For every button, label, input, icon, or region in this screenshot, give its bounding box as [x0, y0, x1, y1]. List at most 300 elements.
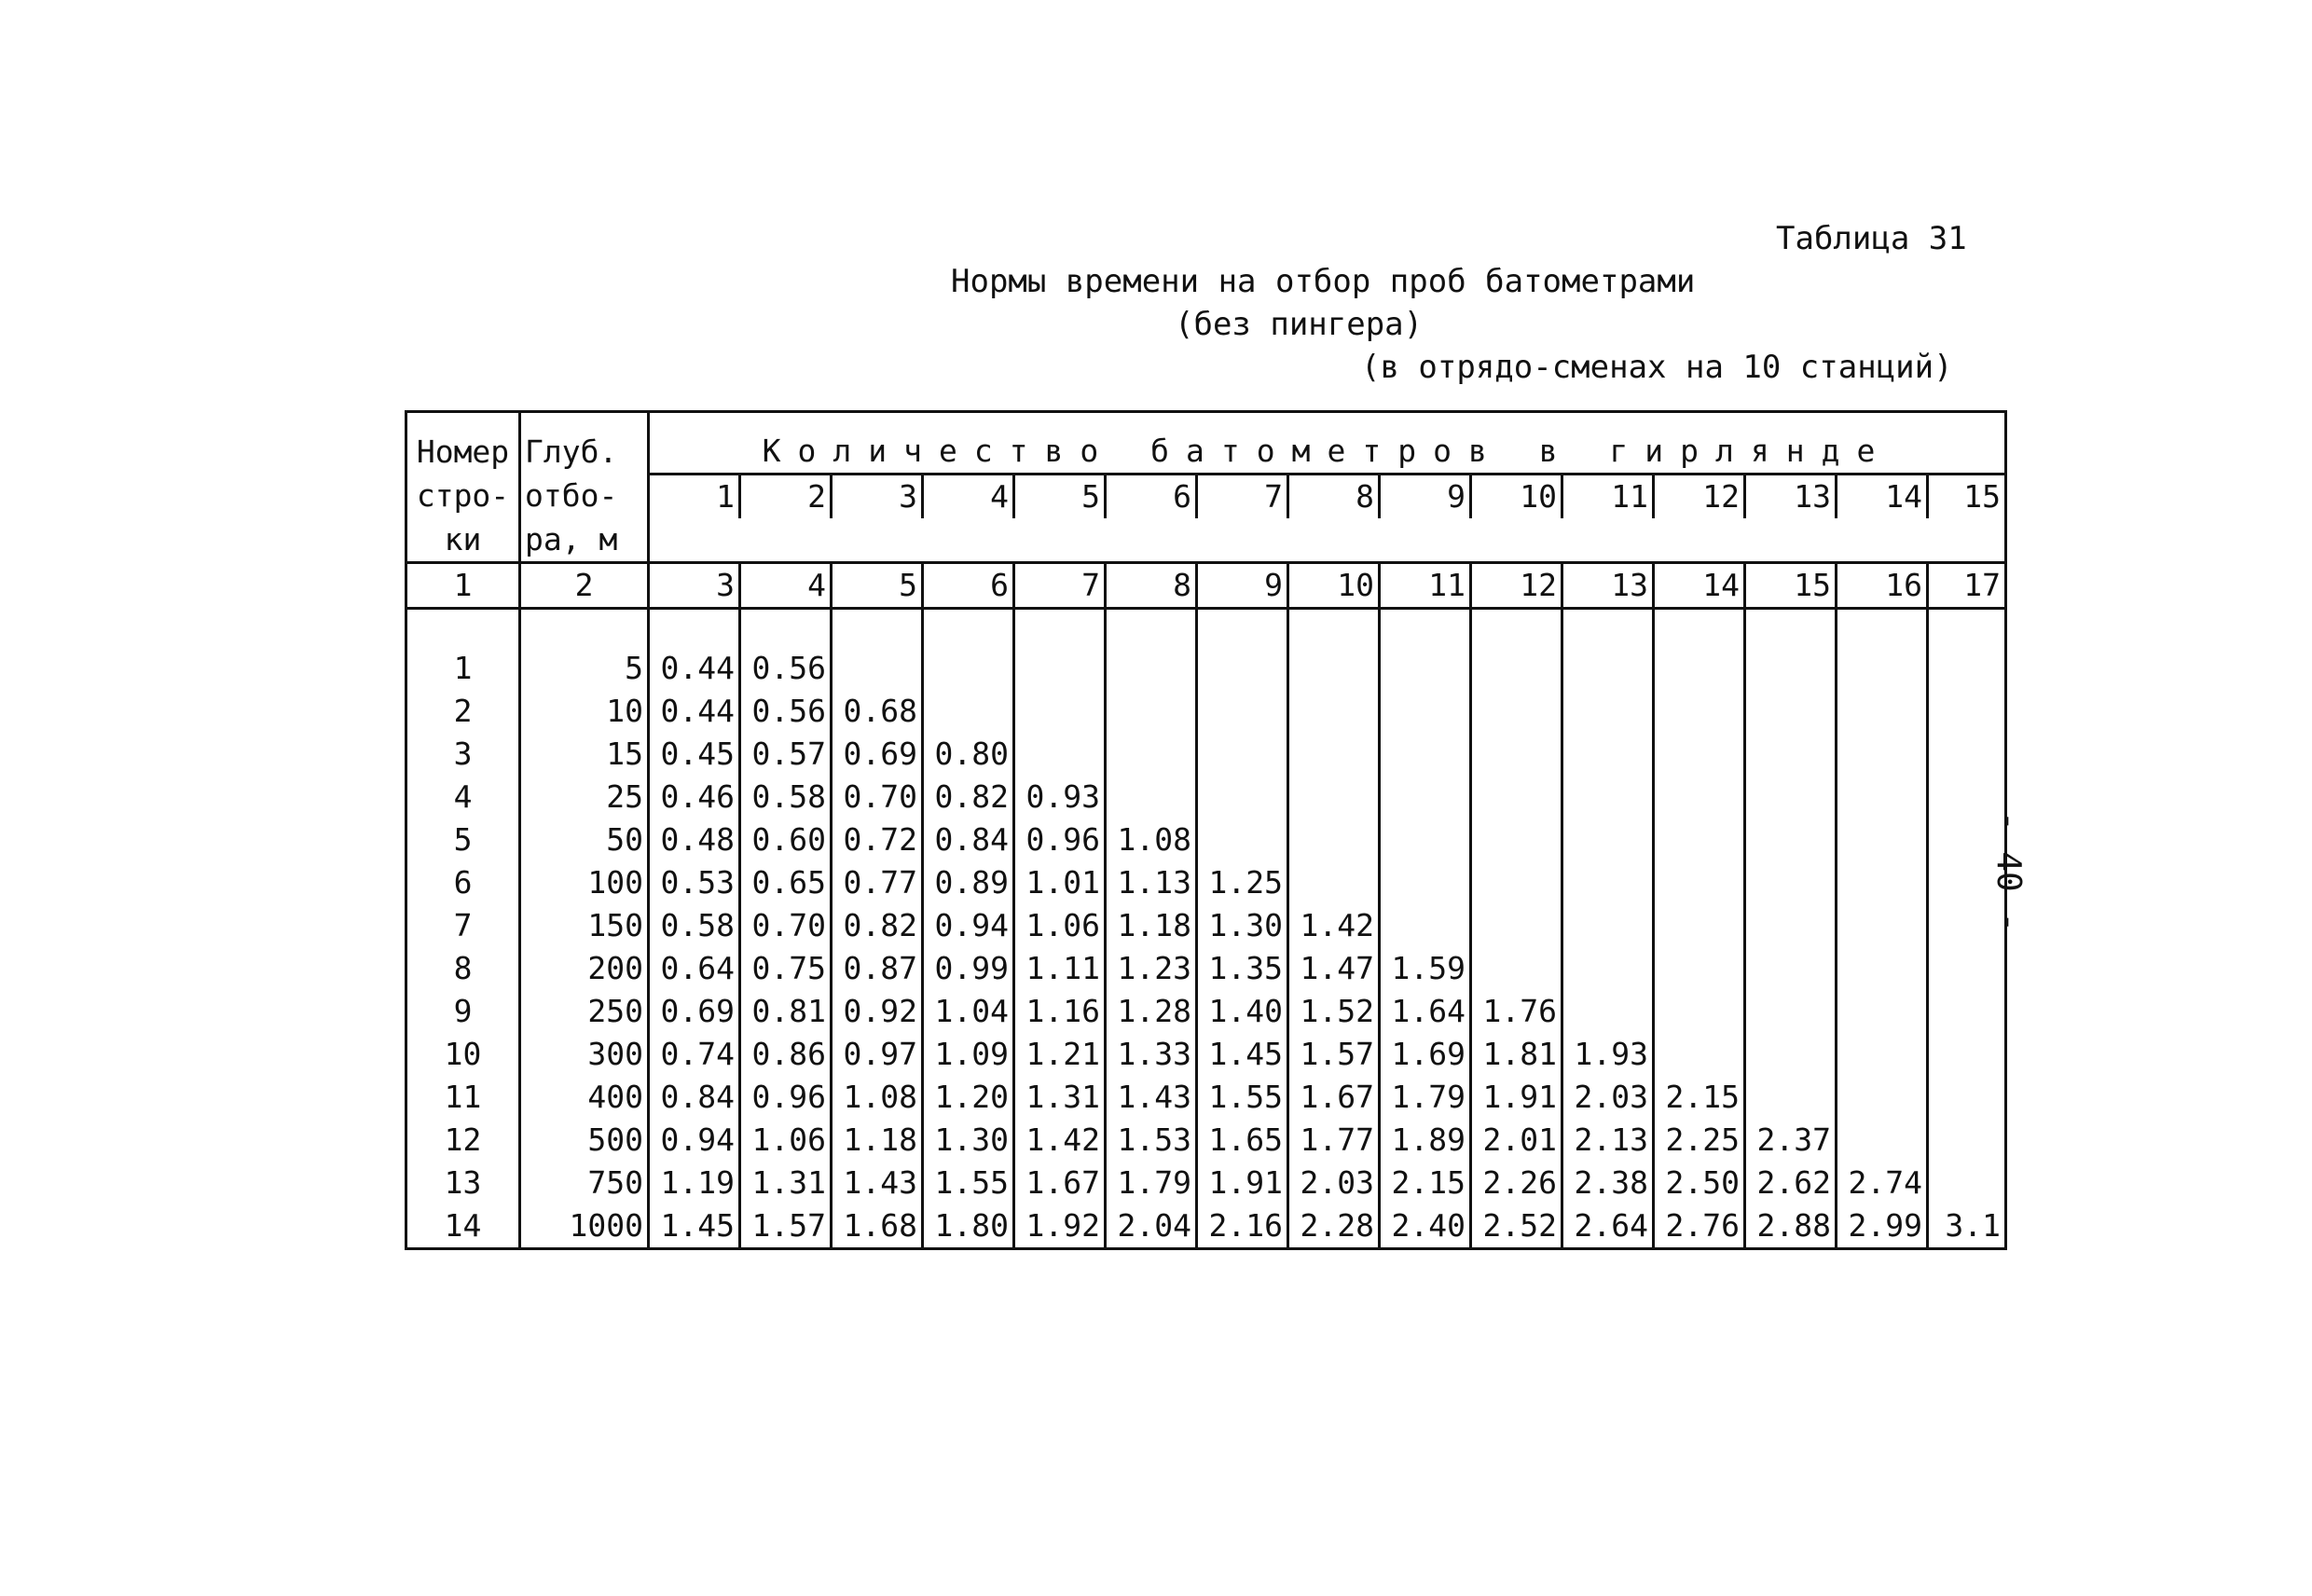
- value-cell: 2.13: [1562, 1119, 1654, 1162]
- value-cell: [1928, 1076, 2006, 1119]
- value-cell: [1380, 904, 1471, 947]
- header-count-gap: [649, 518, 2006, 563]
- value-cell: 1.06: [740, 1119, 832, 1162]
- value-cell: 0.94: [649, 1119, 740, 1162]
- value-cell: 1.64: [1380, 990, 1471, 1033]
- table-row: [406, 1204, 2006, 1249]
- header-count: 1: [649, 475, 740, 519]
- value-cell: 1.25: [1197, 861, 1288, 904]
- value-cell: 2.28: [1288, 1204, 1380, 1249]
- value-cell: [1745, 690, 1837, 733]
- value-cell: [1562, 904, 1654, 947]
- value-cell: [1562, 947, 1654, 990]
- table-subtitle: (без пингера): [1175, 306, 1424, 343]
- value-cell: 1.33: [1106, 1033, 1197, 1076]
- value-cell: 1.35: [1197, 947, 1288, 990]
- value-cell: [1837, 861, 1928, 904]
- spacer-cell: [649, 609, 740, 648]
- value-cell: [1928, 990, 2006, 1033]
- value-cell: [923, 690, 1014, 733]
- value-cell: 1.31: [740, 1162, 832, 1204]
- value-cell: 1.28: [1106, 990, 1197, 1033]
- value-cell: [1745, 861, 1837, 904]
- column-number: 15: [1745, 563, 1837, 609]
- value-cell: [1928, 1033, 2006, 1076]
- column-number: 11: [1380, 563, 1471, 609]
- value-cell: 0.82: [832, 904, 923, 947]
- spacer-cell: [1562, 609, 1654, 648]
- value-cell: 0.60: [740, 819, 832, 861]
- depth-cell: 10: [520, 690, 649, 733]
- header-count: 9: [1380, 475, 1471, 519]
- header-count: 7: [1197, 475, 1288, 519]
- depth-cell: 100: [520, 861, 649, 904]
- value-cell: 0.96: [740, 1076, 832, 1119]
- depth-cell: 15: [520, 733, 649, 776]
- header-row-no-3: ки: [406, 518, 520, 563]
- value-cell: [1471, 861, 1562, 904]
- header-group: Количество батометров в гирлянде: [649, 430, 2006, 475]
- value-cell: 2.62: [1745, 1162, 1837, 1204]
- value-cell: [1380, 647, 1471, 690]
- value-cell: 2.50: [1654, 1162, 1745, 1204]
- value-cell: 2.38: [1562, 1162, 1654, 1204]
- value-cell: [1745, 1033, 1837, 1076]
- value-cell: 1.18: [832, 1119, 923, 1162]
- value-cell: [1837, 647, 1928, 690]
- value-cell: 1.40: [1197, 990, 1288, 1033]
- row-number-cell: 3: [406, 733, 520, 776]
- value-cell: 1.65: [1197, 1119, 1288, 1162]
- value-cell: 1.04: [923, 990, 1014, 1033]
- value-cell: [1654, 819, 1745, 861]
- header-depth-1: Глуб.: [520, 430, 649, 475]
- header-row-2: [406, 475, 2006, 519]
- spacer-cell: [1654, 609, 1745, 648]
- spacer-cell: [520, 609, 649, 648]
- value-cell: 0.74: [649, 1033, 740, 1076]
- value-cell: 1.57: [1288, 1033, 1380, 1076]
- value-cell: 0.96: [1014, 819, 1106, 861]
- value-cell: [1562, 690, 1654, 733]
- value-cell: [1745, 947, 1837, 990]
- value-cell: 1.47: [1288, 947, 1380, 990]
- header-row-no-2: стро-: [406, 475, 520, 519]
- value-cell: [1288, 776, 1380, 819]
- table-row: [406, 1162, 2006, 1204]
- value-cell: 0.92: [832, 990, 923, 1033]
- value-cell: [1288, 733, 1380, 776]
- header-row-no-1: Номер: [406, 430, 520, 475]
- value-cell: [1562, 776, 1654, 819]
- value-cell: [1471, 690, 1562, 733]
- value-cell: 1.45: [649, 1204, 740, 1249]
- value-cell: 2.15: [1380, 1162, 1471, 1204]
- value-cell: 2.01: [1471, 1119, 1562, 1162]
- table-label: Таблица 31: [1776, 220, 1967, 257]
- value-cell: [1654, 733, 1745, 776]
- depth-cell: 750: [520, 1162, 649, 1204]
- row-number-cell: 9: [406, 990, 520, 1033]
- row-number-cell: 12: [406, 1119, 520, 1162]
- value-cell: 0.75: [740, 947, 832, 990]
- spacer-cell: [406, 609, 520, 648]
- header-count: 4: [923, 475, 1014, 519]
- value-cell: [1562, 647, 1654, 690]
- value-cell: 0.58: [740, 776, 832, 819]
- value-cell: [1745, 733, 1837, 776]
- value-cell: [1837, 1033, 1928, 1076]
- value-cell: 0.93: [1014, 776, 1106, 819]
- header-count: 14: [1837, 475, 1928, 519]
- spacer-cell: [1014, 609, 1106, 648]
- value-cell: 0.48: [649, 819, 740, 861]
- value-cell: 1.79: [1106, 1162, 1197, 1204]
- value-cell: [1106, 647, 1197, 690]
- value-cell: 0.57: [740, 733, 832, 776]
- header-count: 15: [1928, 475, 2006, 519]
- header-count: 10: [1471, 475, 1562, 519]
- column-number: 17: [1928, 563, 2006, 609]
- value-cell: [1471, 904, 1562, 947]
- value-cell: [1288, 690, 1380, 733]
- column-number: 1: [406, 563, 520, 609]
- value-cell: 0.97: [832, 1033, 923, 1076]
- spacer-cell: [832, 609, 923, 648]
- header-count: 5: [1014, 475, 1106, 519]
- column-number: 9: [1197, 563, 1288, 609]
- value-cell: [1288, 861, 1380, 904]
- column-number: 10: [1288, 563, 1380, 609]
- value-cell: 0.82: [923, 776, 1014, 819]
- value-cell: 0.84: [649, 1076, 740, 1119]
- value-cell: [1654, 690, 1745, 733]
- page-number: - 40 -: [1989, 811, 2028, 933]
- value-cell: [1288, 819, 1380, 861]
- value-cell: [1837, 947, 1928, 990]
- header-count: 13: [1745, 475, 1837, 519]
- value-cell: 0.56: [740, 690, 832, 733]
- value-cell: 2.15: [1654, 1076, 1745, 1119]
- value-cell: [1928, 1119, 2006, 1162]
- value-cell: 0.72: [832, 819, 923, 861]
- value-cell: 0.70: [832, 776, 923, 819]
- value-cell: [1197, 819, 1288, 861]
- value-cell: 0.70: [740, 904, 832, 947]
- row-number-cell: 7: [406, 904, 520, 947]
- value-cell: 3.1: [1928, 1204, 2006, 1249]
- table-row: [406, 733, 2006, 776]
- value-cell: [1928, 690, 2006, 733]
- header-count: 12: [1654, 475, 1745, 519]
- depth-cell: 25: [520, 776, 649, 819]
- value-cell: 1.68: [832, 1204, 923, 1249]
- value-cell: 1.42: [1288, 904, 1380, 947]
- row-number-cell: 8: [406, 947, 520, 990]
- value-cell: [1471, 647, 1562, 690]
- value-cell: [1562, 819, 1654, 861]
- table-row: [406, 776, 2006, 819]
- value-cell: 1.16: [1014, 990, 1106, 1033]
- depth-cell: 5: [520, 647, 649, 690]
- row-number-cell: 5: [406, 819, 520, 861]
- value-cell: 1.76: [1471, 990, 1562, 1033]
- value-cell: 1.18: [1106, 904, 1197, 947]
- table-row: [406, 1076, 2006, 1119]
- value-cell: [1745, 819, 1837, 861]
- value-cell: [923, 647, 1014, 690]
- table-title: Нормы времени на отбор проб батометрами: [951, 263, 1696, 300]
- value-cell: 2.99: [1837, 1204, 1928, 1249]
- table-body: [406, 609, 2006, 1249]
- value-cell: [1837, 1076, 1928, 1119]
- depth-cell: 200: [520, 947, 649, 990]
- value-cell: 2.40: [1380, 1204, 1471, 1249]
- value-cell: 0.45: [649, 733, 740, 776]
- value-cell: [1562, 861, 1654, 904]
- spacer-cell: [1471, 609, 1562, 648]
- value-cell: 1.19: [649, 1162, 740, 1204]
- value-cell: 0.84: [923, 819, 1014, 861]
- value-cell: 1.55: [1197, 1076, 1288, 1119]
- value-cell: [1380, 733, 1471, 776]
- value-cell: 1.80: [923, 1204, 1014, 1249]
- value-cell: 1.79: [1380, 1076, 1471, 1119]
- value-cell: [1745, 904, 1837, 947]
- value-cell: 0.86: [740, 1033, 832, 1076]
- value-cell: 2.03: [1562, 1076, 1654, 1119]
- table-row: [406, 861, 2006, 904]
- spacer-cell: [1928, 609, 2006, 648]
- value-cell: 2.76: [1654, 1204, 1745, 1249]
- value-cell: [1106, 776, 1197, 819]
- value-cell: [1745, 647, 1837, 690]
- value-cell: [1197, 733, 1288, 776]
- spacer-cell: [1380, 609, 1471, 648]
- depth-cell: 150: [520, 904, 649, 947]
- value-cell: 1.91: [1471, 1076, 1562, 1119]
- value-cell: [1471, 819, 1562, 861]
- value-cell: 1.69: [1380, 1033, 1471, 1076]
- spacer-cell: [1197, 609, 1288, 648]
- spacer-cell: [1837, 609, 1928, 648]
- depth-cell: 500: [520, 1119, 649, 1162]
- value-cell: [1380, 690, 1471, 733]
- value-cell: 1.13: [1106, 861, 1197, 904]
- value-cell: 2.37: [1745, 1119, 1837, 1162]
- table-units: (в отрядо-сменах на 10 станций): [1361, 349, 1953, 386]
- value-cell: [1837, 690, 1928, 733]
- depth-cell: 250: [520, 990, 649, 1033]
- value-cell: 2.25: [1654, 1119, 1745, 1162]
- column-number: 5: [832, 563, 923, 609]
- value-cell: [1654, 947, 1745, 990]
- depth-cell: 400: [520, 1076, 649, 1119]
- table-row: [406, 819, 2006, 861]
- value-cell: 1.53: [1106, 1119, 1197, 1162]
- value-cell: 1.42: [1014, 1119, 1106, 1162]
- value-cell: 1.45: [1197, 1033, 1288, 1076]
- value-cell: 2.64: [1562, 1204, 1654, 1249]
- header-count: 11: [1562, 475, 1654, 519]
- value-cell: [1654, 990, 1745, 1033]
- value-cell: [1471, 947, 1562, 990]
- value-cell: [1106, 690, 1197, 733]
- value-cell: [1562, 990, 1654, 1033]
- value-cell: [1837, 904, 1928, 947]
- value-cell: 0.65: [740, 861, 832, 904]
- header-count: 3: [832, 475, 923, 519]
- value-cell: [1654, 647, 1745, 690]
- column-number: 6: [923, 563, 1014, 609]
- value-cell: 1.11: [1014, 947, 1106, 990]
- value-cell: [1928, 947, 2006, 990]
- value-cell: [1562, 733, 1654, 776]
- value-cell: [1014, 733, 1106, 776]
- header-count: 6: [1106, 475, 1197, 519]
- value-cell: 0.44: [649, 647, 740, 690]
- value-cell: 0.58: [649, 904, 740, 947]
- value-cell: 2.26: [1471, 1162, 1562, 1204]
- table-row: [406, 647, 2006, 690]
- row-number-cell: 11: [406, 1076, 520, 1119]
- value-cell: 0.68: [832, 690, 923, 733]
- value-cell: [1380, 861, 1471, 904]
- value-cell: 1.57: [740, 1204, 832, 1249]
- value-cell: [1106, 733, 1197, 776]
- row-number-cell: 1: [406, 647, 520, 690]
- depth-cell: 300: [520, 1033, 649, 1076]
- value-cell: 1.30: [923, 1119, 1014, 1162]
- row-number-cell: 2: [406, 690, 520, 733]
- value-cell: 0.69: [649, 990, 740, 1033]
- value-cell: 1.20: [923, 1076, 1014, 1119]
- value-cell: 0.80: [923, 733, 1014, 776]
- value-cell: 1.08: [1106, 819, 1197, 861]
- value-cell: [1837, 1119, 1928, 1162]
- value-cell: 0.56: [740, 647, 832, 690]
- value-cell: [1928, 1162, 2006, 1204]
- spacer-cell: [923, 609, 1014, 648]
- value-cell: 2.16: [1197, 1204, 1288, 1249]
- table-row: [406, 690, 2006, 733]
- value-cell: [1197, 690, 1288, 733]
- value-cell: 2.04: [1106, 1204, 1197, 1249]
- value-cell: [1928, 733, 2006, 776]
- header-depth-3: ра, м: [520, 518, 649, 563]
- header-count: 8: [1288, 475, 1380, 519]
- value-cell: 2.52: [1471, 1204, 1562, 1249]
- value-cell: [1380, 819, 1471, 861]
- value-cell: [1471, 733, 1562, 776]
- value-cell: 2.88: [1745, 1204, 1837, 1249]
- value-cell: [1745, 776, 1837, 819]
- value-cell: [1014, 647, 1106, 690]
- value-cell: 1.09: [923, 1033, 1014, 1076]
- value-cell: 1.91: [1197, 1162, 1288, 1204]
- value-cell: 0.46: [649, 776, 740, 819]
- header-count: 2: [740, 475, 832, 519]
- value-cell: [1288, 647, 1380, 690]
- value-cell: [1928, 647, 2006, 690]
- norms-table: [405, 410, 2007, 1250]
- value-cell: 1.08: [832, 1076, 923, 1119]
- header-depth-2: отбо-: [520, 475, 649, 519]
- table-row: [406, 1119, 2006, 1162]
- header-row-3: [406, 518, 2006, 563]
- value-cell: 0.94: [923, 904, 1014, 947]
- column-number: 14: [1654, 563, 1745, 609]
- spacer-cell: [740, 609, 832, 648]
- row-number-cell: 6: [406, 861, 520, 904]
- value-cell: 1.92: [1014, 1204, 1106, 1249]
- value-cell: 1.67: [1288, 1076, 1380, 1119]
- column-number: 16: [1837, 563, 1928, 609]
- row-number-cell: 10: [406, 1033, 520, 1076]
- column-number: 7: [1014, 563, 1106, 609]
- depth-cell: 1000: [520, 1204, 649, 1249]
- value-cell: 1.77: [1288, 1119, 1380, 1162]
- value-cell: 0.53: [649, 861, 740, 904]
- value-cell: 2.74: [1837, 1162, 1928, 1204]
- depth-cell: 50: [520, 819, 649, 861]
- value-cell: 1.67: [1014, 1162, 1106, 1204]
- row-number-cell: 14: [406, 1204, 520, 1249]
- value-cell: [1014, 690, 1106, 733]
- value-cell: [1197, 776, 1288, 819]
- value-cell: 0.64: [649, 947, 740, 990]
- value-cell: 1.23: [1106, 947, 1197, 990]
- value-cell: 1.81: [1471, 1033, 1562, 1076]
- value-cell: [1197, 647, 1288, 690]
- column-number: 2: [520, 563, 649, 609]
- value-cell: [832, 647, 923, 690]
- table-row: [406, 990, 2006, 1033]
- value-cell: 2.03: [1288, 1162, 1380, 1204]
- body-spacer-row: [406, 609, 2006, 648]
- value-cell: 1.93: [1562, 1033, 1654, 1076]
- value-cell: 1.21: [1014, 1033, 1106, 1076]
- table-row: [406, 904, 2006, 947]
- value-cell: 0.77: [832, 861, 923, 904]
- header-top-rule: [406, 412, 2006, 431]
- column-number: 8: [1106, 563, 1197, 609]
- spacer-cell: [1288, 609, 1380, 648]
- value-cell: [1745, 990, 1837, 1033]
- value-cell: [1837, 990, 1928, 1033]
- value-cell: 1.43: [1106, 1076, 1197, 1119]
- value-cell: [1837, 776, 1928, 819]
- value-cell: 1.01: [1014, 861, 1106, 904]
- value-cell: [1837, 733, 1928, 776]
- value-cell: 0.81: [740, 990, 832, 1033]
- row-number-cell: 13: [406, 1162, 520, 1204]
- spacer-cell: [1745, 609, 1837, 648]
- value-cell: [1654, 861, 1745, 904]
- column-number: 3: [649, 563, 740, 609]
- value-cell: 0.69: [832, 733, 923, 776]
- value-cell: 1.55: [923, 1162, 1014, 1204]
- value-cell: 0.99: [923, 947, 1014, 990]
- spacer-cell: [1106, 609, 1197, 648]
- column-numbers-row: [406, 563, 2006, 609]
- table-row: [406, 947, 2006, 990]
- value-cell: [1654, 776, 1745, 819]
- table-row: [406, 1033, 2006, 1076]
- column-number: 12: [1471, 563, 1562, 609]
- value-cell: [1745, 1076, 1837, 1119]
- value-cell: [1837, 819, 1928, 861]
